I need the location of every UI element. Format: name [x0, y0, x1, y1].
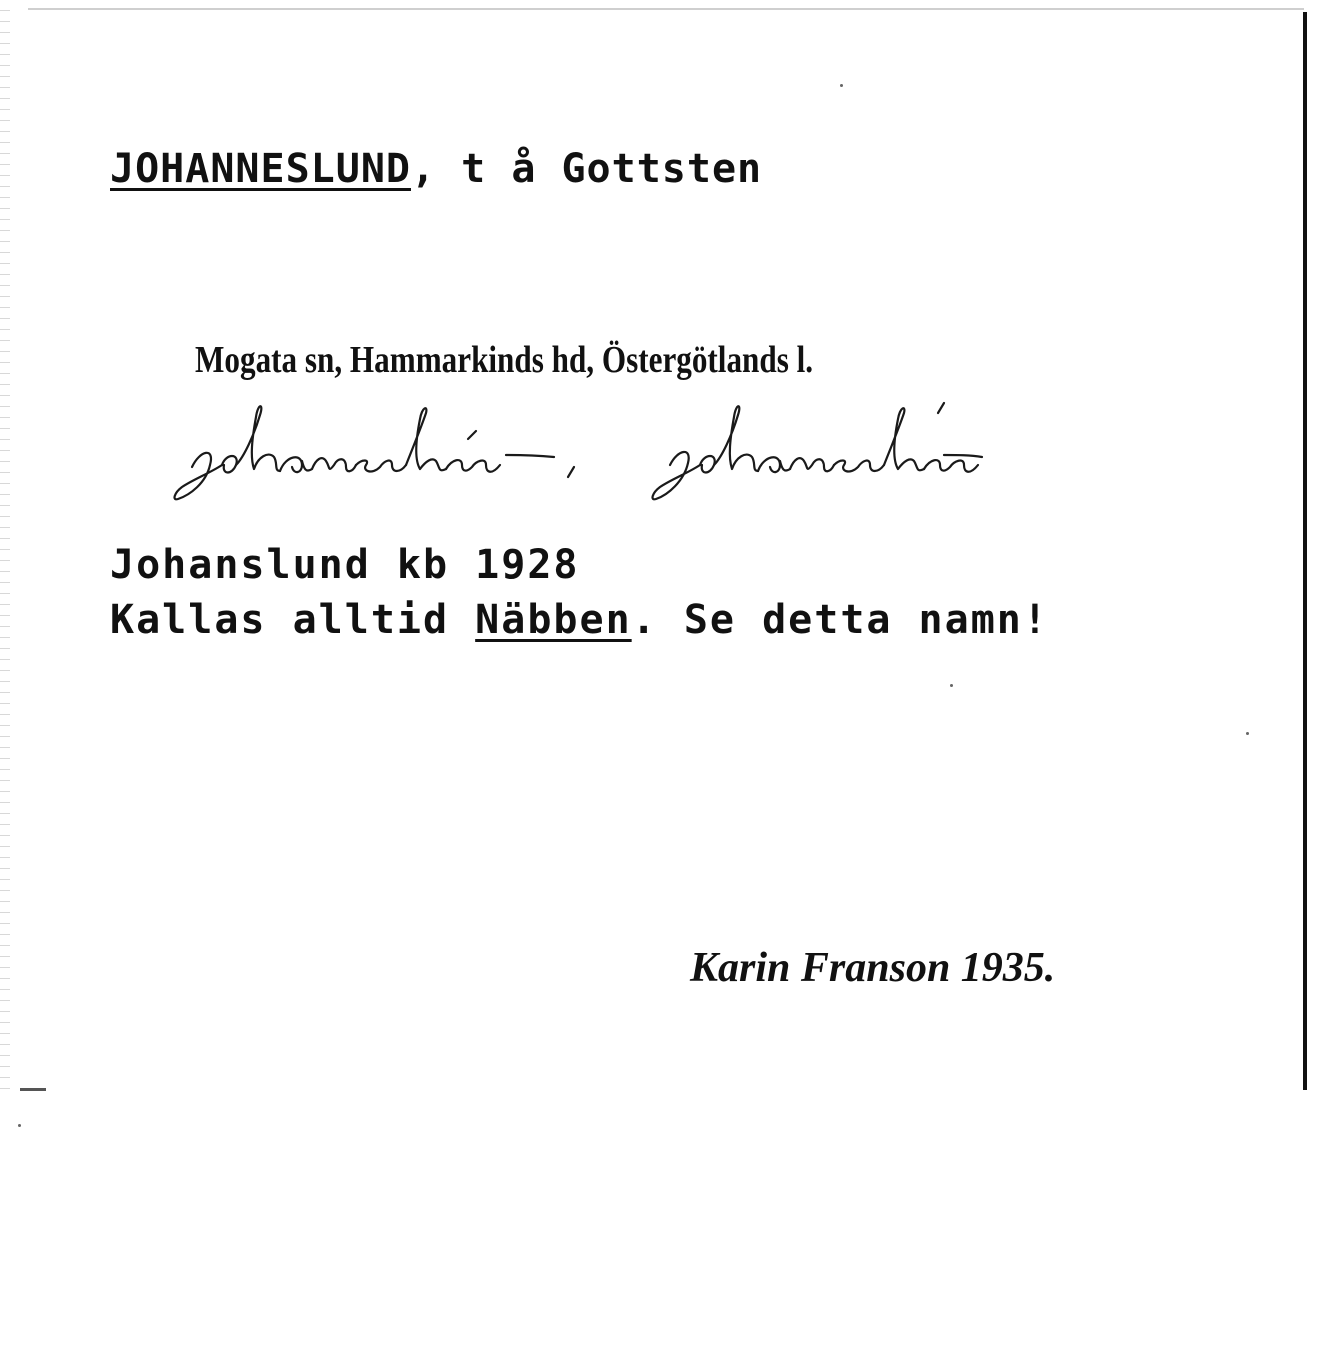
- scan-speck: [950, 684, 953, 687]
- note-line-1: Johanslund kb 1928: [110, 542, 580, 588]
- place-name-heading: [110, 146, 762, 192]
- note-line-2-start: Kallas alltid: [110, 597, 476, 643]
- location-line: Mogata sn, Hammarkinds hd, Östergötlands l.: [195, 339, 814, 381]
- card-top-border: [28, 8, 1304, 10]
- scan-mark: [20, 1088, 46, 1091]
- place-type: , t å Gottsten: [410, 146, 763, 192]
- note-line-2-end: . Se detta namn!: [631, 597, 1049, 643]
- scan-speck: [1246, 732, 1249, 735]
- card-right-border: [1303, 12, 1307, 1090]
- scan-speck: [18, 1124, 21, 1127]
- collector-signature: Karin Franson 1935.: [690, 945, 1056, 991]
- scan-edge-left: [0, 0, 10, 1090]
- cross-reference-name: Näbben: [475, 597, 632, 643]
- scan-speck: [840, 84, 843, 87]
- note-line-2: [110, 597, 1049, 643]
- handwritten-pronunciation: [170, 395, 1000, 510]
- place-name: JOHANNESLUND: [110, 146, 411, 192]
